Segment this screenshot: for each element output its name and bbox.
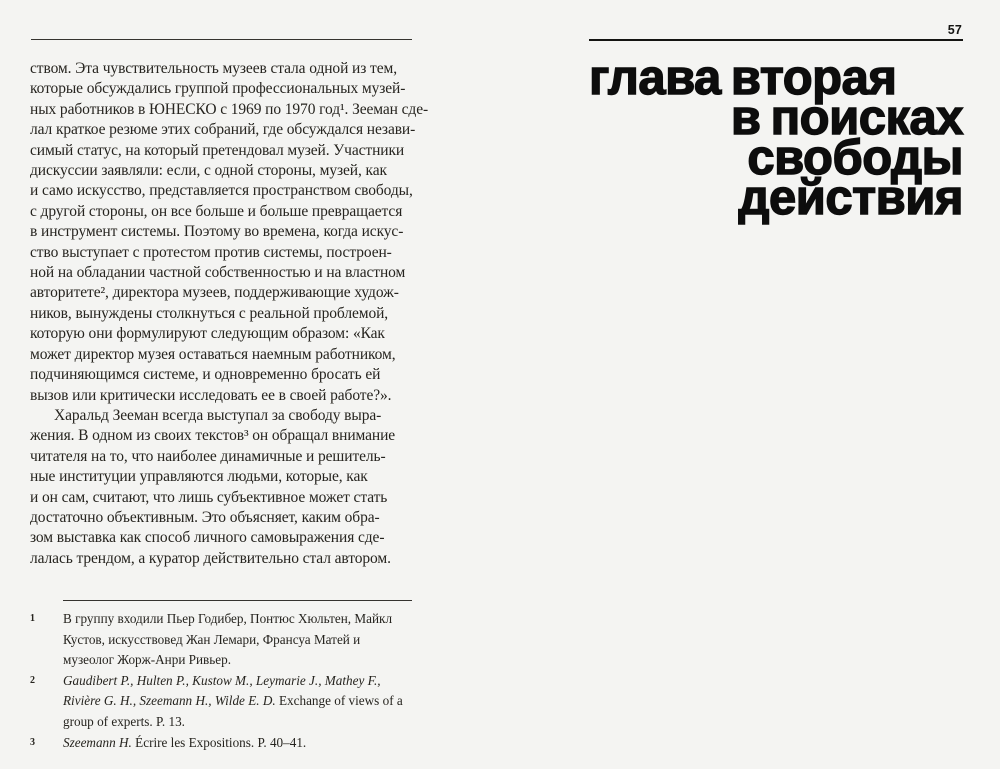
text-line: читателя на то, что наиболее динамичные и решитель- (30, 447, 386, 465)
text-line: лал краткое резюме этих собраний, где обсуждался незави- (30, 121, 416, 139)
footnote-number: 2 (30, 674, 35, 686)
text-line: вызов или критически исследовать ее в своей работе?». (30, 386, 392, 404)
text-line: с другой стороны, он все больше и больше превращается (30, 202, 403, 220)
text-line: Харальд Зееман всегда выступал за свободу выра- (54, 406, 382, 424)
text-line: и само искусство, представляется пространством свободы, (30, 182, 413, 200)
chapter-title-line-4: действия (738, 171, 963, 225)
text-line: которые обсуждались группой профессиональных музей- (30, 80, 406, 98)
text-line: подчиняющимся системе, и одновременно бросать ей (30, 366, 381, 384)
text-line: авторитете², директора музеев, поддерживающие худож- (30, 284, 399, 302)
left-page (30, 0, 429, 769)
text-line: ных работников в ЮНЕСКО с 1969 по 1970 год¹. Зееман сде- (30, 100, 429, 118)
footnote-2 (30, 671, 412, 733)
footnote-italic-part: Gaudibert P., Hulten P., Kustow M., Leymarie J., Mathey F., Rivière G. H., Szeemann H., Wilde E. D. (63, 672, 381, 709)
footnote-1 (30, 609, 412, 671)
footnote-3 (30, 733, 412, 754)
chapter-title-line-2: в поисках (730, 91, 963, 145)
footnote-italic-part: Szeemann H. (63, 734, 132, 750)
text-line: ной на обладании частной собственностью и на властном (30, 264, 406, 282)
text-line: лалась трендом, а куратор действительно стал автором. (30, 549, 391, 567)
text-line: зом выставка как способ личного самовыражения сде- (30, 529, 385, 547)
footnotes-section (30, 600, 412, 753)
text-line: ство выступает с протестом против системы, построен- (30, 243, 392, 261)
footnote-text (63, 609, 412, 671)
body-text (30, 59, 429, 569)
text-line: ников, вынуждены столкнуться с реальной проблемой, (30, 304, 389, 322)
page-number: 57 (947, 23, 962, 37)
footnote-number: 3 (30, 736, 35, 748)
right-page-top-rule (589, 39, 963, 41)
text-line: и он сам, считают, что лишь субъективное может стать (30, 488, 388, 506)
text-line: в инструмент системы. Поэтому во времена, когда искус- (30, 223, 404, 241)
footnote-text (63, 733, 412, 754)
footnote-regular-part: Exchange of views of a group of experts. P. 13. (63, 693, 403, 729)
footnote-text (63, 671, 412, 733)
footnote-rule (63, 600, 412, 601)
text-line: которую они формулируют следующим образом: «Как (30, 325, 385, 343)
text-line: дискуссии заявляли: если, с одной стороны, музей, как (30, 162, 387, 180)
text-line: может директор музея оставаться наемным работником, (30, 345, 396, 363)
footnote-list (30, 600, 412, 753)
left-page-top-rule (31, 39, 412, 40)
chapter-title-line-3: свободы (747, 131, 963, 185)
chapter-title (589, 51, 963, 225)
footnote-number: 1 (30, 613, 35, 624)
chapter-title-line-1: глава вторая (589, 51, 897, 105)
text-line: жения. В одном из своих текстов³ он обращал внимание (30, 427, 396, 445)
footnote-regular-part: Écrire les Expositions. P. 40–41. (131, 734, 307, 750)
text-line: симый статус, на который претендовал музей. Участники (30, 141, 405, 159)
text-line: ные институции управляются людьми, которые, как (30, 468, 368, 486)
footnote-regular-part: В группу входили Пьер Годибер, Понтюс Хюльтен, Майкл Кустов, искусствовед Жан Лемари, Франсуа Матей и музеолог Жорж-Анри Ривьер. (63, 611, 393, 668)
text-line: ством. Эта чувствительность музеев стала одной из тем, (30, 60, 397, 77)
right-page (589, 0, 963, 769)
text-line: достаточно объективным. Это объясняет, каким обра- (30, 508, 380, 526)
paragraph-2 (30, 406, 412, 569)
paragraph-1 (30, 59, 429, 406)
